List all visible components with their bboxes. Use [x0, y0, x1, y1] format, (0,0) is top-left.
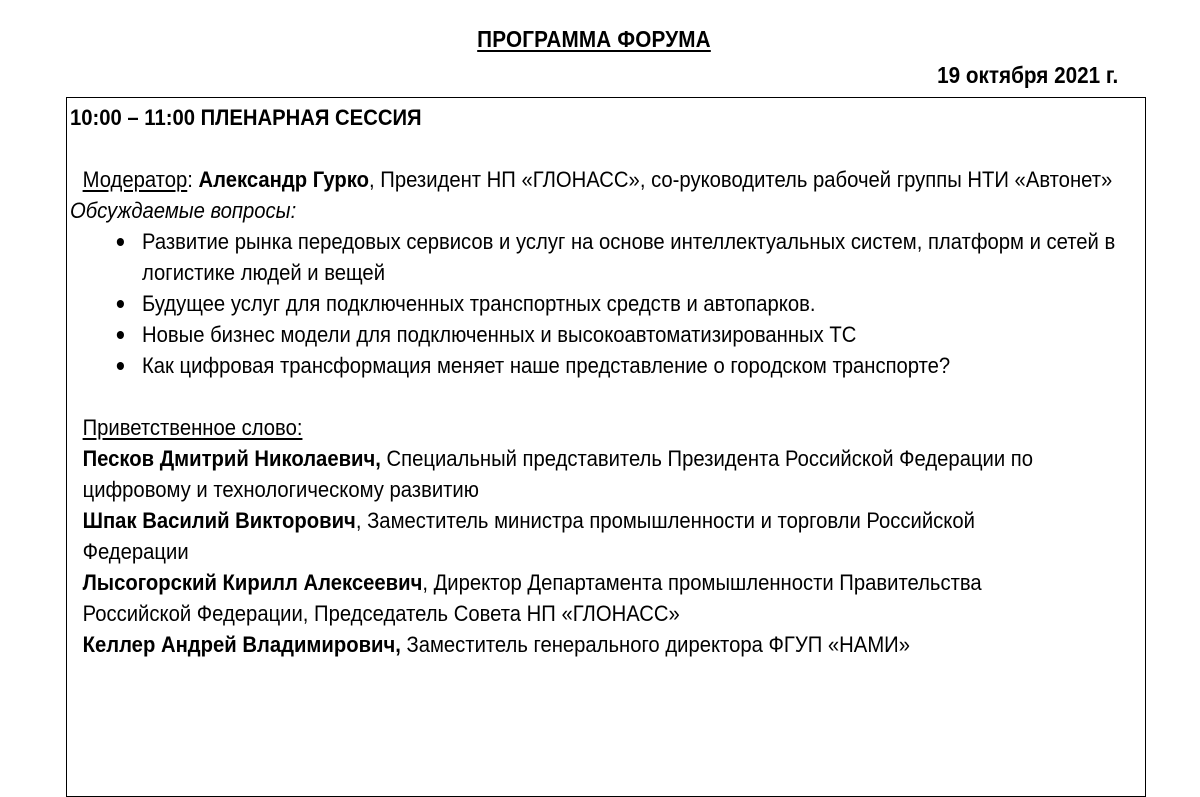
session-box [66, 97, 1146, 797]
speaker-entry [83, 629, 1082, 660]
list-item [117, 319, 1134, 350]
list-item [117, 350, 1134, 381]
topic-text: Новые бизнес модели для подключенных и высокоавтоматизированных ТС [142, 322, 857, 347]
speaker-role: , Директор Департамента промышленности Правительства Российской Федерации, Председатель Совета НП «ГЛОНАСС» [82, 570, 982, 626]
speaker-entry [83, 567, 1082, 629]
topics-label: Обсуждаемые вопросы: [70, 198, 297, 223]
moderator-label: Модератор [82, 167, 188, 192]
welcome-label: Приветственное слово: [82, 415, 303, 440]
bullet-icon [117, 331, 124, 339]
speaker-role: Заместитель генерального директора ФГУП «НАМИ» [400, 632, 911, 657]
moderator-block [70, 164, 1118, 195]
bullet-icon [117, 238, 124, 246]
topics-list [70, 226, 1134, 381]
bullet-icon [117, 362, 124, 370]
speaker-name: Келлер Андрей Владимирович, [82, 632, 401, 657]
session-heading: 10:00 – 11:00 ПЛЕНАРНАЯ СЕССИЯ [70, 105, 422, 130]
speaker-role: , Заместитель министра промышленности и торговли Российской Федерации [82, 508, 975, 564]
topic-text: Как цифровая трансформация меняет наше представление о городском транспорте? [142, 353, 951, 378]
list-item [117, 288, 1134, 319]
session-content [70, 102, 1141, 660]
speaker-name: Песков Дмитрий Николаевич, [82, 446, 381, 471]
welcome-block [70, 412, 1082, 660]
topic-text: Будущее услуг для подключенных транспортных средств и автопарков. [142, 291, 816, 316]
speaker-entry [83, 443, 1082, 505]
page-title: ПРОГРАММА ФОРУМА [477, 26, 711, 52]
topic-text: Развитие рынка передовых сервисов и услуг на основе интеллектуальных систем, платформ и сетей в логистике людей и вещей [142, 229, 1116, 285]
speaker-entry [83, 505, 1082, 567]
bullet-icon [117, 300, 124, 308]
moderator-colon: : [187, 167, 199, 192]
speaker-name: Лысогорский Кирилл Алексеевич [82, 570, 423, 595]
page-date: 19 октября 2021 г. [936, 62, 1118, 88]
speaker-role: Специальный представитель Президента Российской Федерации по цифровому и технологическому развитию [82, 446, 1034, 502]
speaker-name: Шпак Василий Викторович [82, 508, 356, 533]
moderator-name: Александр Гурко [198, 167, 370, 192]
spacer [70, 381, 1141, 412]
list-item [117, 226, 1134, 288]
moderator-role: , Президент НП «ГЛОНАСС», со-руководитель рабочей группы НТИ «Автонет» [369, 167, 1113, 192]
